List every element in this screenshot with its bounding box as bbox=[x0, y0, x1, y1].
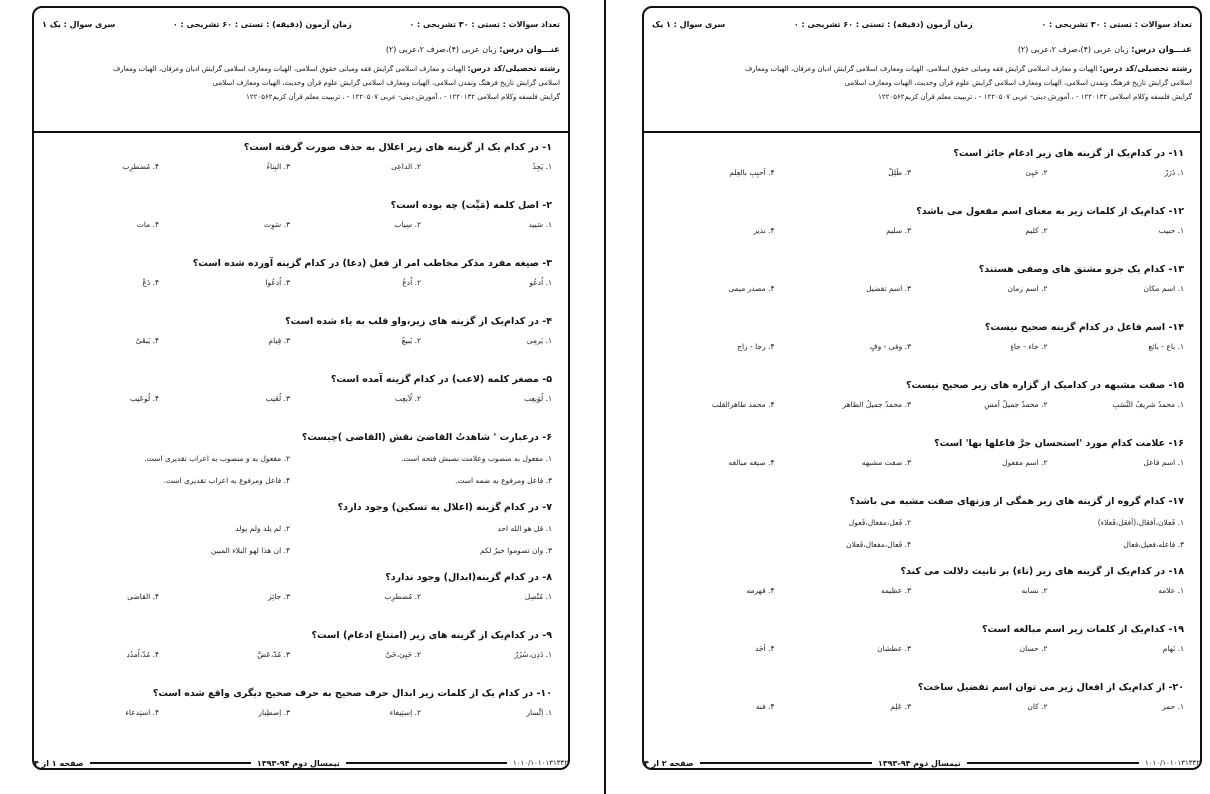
question-text: ۱۰- در کدام یک از کلمات زیر ابدال حرف صحیح به حرف صحیح دیگری واقع شده است؟ bbox=[152, 688, 552, 699]
option: ۳. عطشان bbox=[877, 644, 911, 653]
option: ۴. اَحَد bbox=[755, 644, 775, 653]
page-number: صفحه ۱ از ۴ bbox=[33, 758, 84, 768]
option: ۴. مات bbox=[136, 220, 159, 229]
field-of-study bbox=[644, 57, 1200, 104]
option: ۴. فَعال،مفعال،فَعلان bbox=[846, 540, 911, 549]
option: ۳. وفی - وفٍ bbox=[869, 342, 911, 351]
question-text: ۱۶- علامت کدام مورد 'استحسان جرَّ فاعلها بها' است؟ bbox=[934, 438, 1184, 449]
option: ۳. اُدعُوا bbox=[265, 278, 290, 287]
question-item bbox=[34, 428, 558, 492]
question-text: ۴- در کدام‌یک از گزینه های زیر،واو قلب به یاء شده است؟ bbox=[285, 316, 552, 327]
option: ۱. حمر bbox=[1162, 702, 1184, 711]
question-item bbox=[644, 678, 1190, 722]
field-value-line-3: گرایش فلسفه وکلام اسلامی ۱۲۲۰۱۳۲ - ، آموزش دینی- عربی ۱۲۲۰۵۰۷ - ، ترببیت معلم قرآن کریم۱۲۲۰۵۶۲ bbox=[246, 93, 560, 101]
question-item bbox=[644, 260, 1190, 318]
option: ۴. فاعل ومرفوع به اعراب تقدیری است. bbox=[163, 476, 290, 485]
option: ۲. جاء - جاءٍ bbox=[1010, 342, 1048, 351]
question-item bbox=[644, 202, 1190, 260]
field-value-line-1: الهیات و معارف اسلامی گرایش فقه ومبانی حقوق اسلامی، الهیات ومعارف اسلامی گرایش ادیان وعرفان، الهیات ومعارف bbox=[113, 65, 466, 73]
option: ۲. لُاَیعِب bbox=[394, 394, 421, 403]
question-text: ۱۸- در کدام‌یک از گزینه های زیر (تاء) بر تانیث دلالت می کند؟ bbox=[900, 566, 1184, 577]
question-item bbox=[34, 568, 558, 626]
option: ۴. محمد طاهرالقلب bbox=[711, 400, 775, 409]
question-text: ۹- در کدام‌یک از گزینه های زیر (امتناع ادغام) است؟ bbox=[311, 630, 552, 641]
option: ۴. فنه bbox=[755, 702, 775, 711]
option: ۳. محمدٌ جمیلُ الظاهر bbox=[842, 400, 911, 409]
question-item bbox=[34, 196, 558, 254]
option: ۳. جائِز bbox=[268, 592, 290, 601]
exam-time: زمان آزمون (دقیقه) : تستی : ۶۰ تشریحی : ۰ bbox=[172, 20, 352, 29]
question-item bbox=[644, 492, 1190, 556]
question-item bbox=[34, 138, 558, 196]
exam-page-2 bbox=[608, 0, 1210, 794]
option: ۳. صفت مشبهه bbox=[861, 458, 911, 467]
field-label: رشته تحصیلی/کد درس: bbox=[467, 64, 560, 73]
question-item bbox=[644, 434, 1190, 492]
question-text: ۲۰- از کدام‌یک از افعال زیر می توان اسم تفضیل ساخت؟ bbox=[917, 682, 1184, 693]
page-frame bbox=[32, 6, 570, 770]
option: ۲. سِیاب bbox=[394, 220, 421, 229]
footer-rule bbox=[90, 762, 251, 764]
option: ۱. دَدِن،سُرُرٌ bbox=[514, 650, 552, 659]
question-count: تعداد سوالات : تستی : ۳۰ تشریحی : ۰ bbox=[1041, 20, 1192, 29]
option: ۲. اِستِیفاء bbox=[389, 708, 421, 717]
page-frame bbox=[642, 6, 1202, 770]
question-item bbox=[644, 562, 1190, 620]
course-title-label: عنـــوان درس: bbox=[1131, 45, 1192, 55]
option: ۱. اسم مکان bbox=[1143, 284, 1184, 293]
option: ۳. سَوِت bbox=[263, 220, 290, 229]
option: ۳. لُعَیب bbox=[265, 394, 290, 403]
page-footer bbox=[34, 756, 568, 770]
question-list bbox=[644, 144, 1200, 722]
option: ۲. مُضطرِب bbox=[384, 592, 421, 601]
course-title-label: عنـــوان درس: bbox=[499, 45, 560, 55]
option: ۴. صیغه مبالغه bbox=[728, 458, 775, 467]
course-code: ۱۰۱۰/۱۰۱۰۱۳۱۳۴۲ bbox=[1145, 759, 1200, 767]
option: ۴. نذیر bbox=[753, 226, 775, 235]
question-list bbox=[34, 138, 568, 728]
field-label: رشته تحصیلی/کد درس: bbox=[1099, 64, 1192, 73]
course-title-value: زبان عربی (۴)،صرف ۲،عربی (۲) bbox=[1017, 45, 1129, 54]
option: ۲. لم یلد ولم یولد bbox=[235, 524, 290, 533]
option: ۲. حَیِیَ bbox=[1025, 168, 1048, 177]
option: ۲. کلیم bbox=[1025, 226, 1048, 235]
option: ۱. اِتِّسار bbox=[526, 708, 552, 717]
option: ۱. یَجِدُ bbox=[532, 162, 552, 171]
option: ۴. رجا - راج bbox=[737, 342, 775, 351]
field-value-line-2: اسلامی گرایش تاریخ فرهنگ وتمدن اسلامی، الهیات ومعارف اسلامی گرایش علوم قرآن وحدیث، الهیات ومعارف اسلامی bbox=[212, 79, 560, 87]
question-text: ۱۲- کدام‌یک از کلمات زیر به معنای اسم مفعول می باشد؟ bbox=[916, 206, 1184, 217]
option: ۴. دَعْ bbox=[142, 278, 159, 287]
question-text: ۲- اصل کلمه (مَیِّت) چه بوده است؟ bbox=[390, 200, 552, 211]
option: ۳. فاعل ومرفوع به ضمه است. bbox=[454, 476, 552, 485]
option: ۱. حبیب bbox=[1158, 226, 1184, 235]
field-value-line-2: اسلامی گرایش تاریخ فرهنگ وتمدن اسلامی، الهیات ومعارف اسلامی گرایش علوم قرآن وحدیث، الهیات ومعارف اسلامی bbox=[844, 79, 1192, 87]
field-value-line-1: الهیات و معارف اسلامی گرایش فقه ومبانی حقوق اسلامی، الهیات ومعارف اسلامی گرایش ادیان وعرفان، الهیات ومعارف bbox=[745, 65, 1098, 73]
option: ۲. اسم مفعول bbox=[1002, 458, 1048, 467]
semester: نیمسال دوم ۹۴-۱۳۹۳ bbox=[877, 758, 961, 768]
option: ۱. مُتّصِل bbox=[524, 592, 552, 601]
page-footer bbox=[644, 756, 1200, 770]
field-value-line-3: گرایش فلسفه وکلام اسلامی ۱۲۲۰۱۳۲ - ، آموزش دینی- عربی ۱۲۲۰۵۰۷ - ، ترببیت معلم قرآن کریم۱۲۲۰۵۶۲ bbox=[878, 93, 1192, 101]
question-text: ۱۱- در کدام‌یک از گزینه های زیر ادغام جائز است؟ bbox=[953, 148, 1184, 159]
option: ۳. مُدّ،عَضَّ bbox=[257, 650, 290, 659]
option: ۳. اسم تفضیل bbox=[866, 284, 911, 293]
question-text: ۳- صیغه مفرد مذکر مخاطب امر از فعل (دعا) در کدام گزینه آورده شده است؟ bbox=[192, 258, 552, 269]
question-series: سری سوال : یک ۱ bbox=[42, 20, 116, 29]
option: ۳. عَلِم bbox=[890, 702, 911, 711]
question-text: ۸- در کدام گزینه(ابدال) وجود ندارد؟ bbox=[385, 572, 552, 583]
question-item bbox=[34, 312, 558, 370]
option: ۴. ان هذا لهو البلاء المبین bbox=[210, 546, 290, 555]
option: ۴. مُضطرِب bbox=[122, 162, 159, 171]
page-number: صفحه ۲ از ۴ bbox=[643, 758, 694, 768]
course-code: ۱۰۱۰/۱۰۱۰۱۳۱۳۴۲ bbox=[513, 759, 568, 767]
option: ۴. قهرمه bbox=[746, 586, 775, 595]
option: ۳. ظَلِلْ bbox=[888, 168, 911, 177]
option: ۳. البِناءُ bbox=[266, 162, 290, 171]
semester: نیمسال دوم ۹۴-۱۳۹۳ bbox=[256, 758, 340, 768]
option: ۴. مُدّ،اُمدُد bbox=[126, 650, 159, 659]
course-title bbox=[644, 31, 1200, 57]
option: ۱. باع - بائع bbox=[1148, 342, 1184, 351]
question-text: ۷- در کدام گزینه (اعلال به تسکین) وجود دارد؟ bbox=[337, 502, 552, 513]
option: ۱. نَهام bbox=[1162, 644, 1184, 653]
option: ۳. اِصطِبار bbox=[258, 708, 290, 717]
footer-rule bbox=[346, 762, 507, 764]
question-count: تعداد سوالات : تستی : ۳۰ تشریحی : ۰ bbox=[409, 20, 560, 29]
option: ۲. یَبیعُ bbox=[401, 336, 421, 345]
exam-header bbox=[644, 8, 1200, 133]
option: ۱. محمدٌ شریفُ النَّسَبِ bbox=[1112, 400, 1184, 409]
question-item bbox=[34, 684, 558, 728]
option: ۴. القاضی bbox=[127, 592, 159, 601]
course-title bbox=[34, 31, 568, 57]
option: ۱. لُوَیعِب bbox=[523, 394, 552, 403]
option: ۱. فَعلان،اَفعَال،(اَفعَل،فَعلاء) bbox=[1097, 518, 1184, 527]
option: ۲. حَیِیَ،حَیَّ bbox=[385, 650, 421, 659]
exam-header bbox=[34, 8, 568, 133]
option: ۱. قل هو الله احد bbox=[497, 524, 552, 533]
question-text: ۱۷- کدام گروه از گزینه های زیر همگی از وزنهای صفت مشبه می باشد؟ bbox=[849, 496, 1184, 507]
question-item bbox=[34, 498, 558, 562]
question-text: ۶- درعبارت ' شاهدتُ القاضیَ نقش (القاضی )چیست؟ bbox=[301, 432, 552, 443]
question-item bbox=[644, 376, 1190, 434]
option: ۱. ذَرَرٌ bbox=[1164, 168, 1184, 177]
question-item bbox=[34, 370, 558, 428]
option: ۲. حسان bbox=[1019, 644, 1048, 653]
option: ۳. قِیام bbox=[268, 336, 290, 345]
footer-rule bbox=[700, 762, 872, 764]
option: ۱. مفعول به منصوب وعلامت نصبش فتحه است. bbox=[401, 454, 552, 463]
question-text: ۱۴- اسم فاعل در کدام گزینه صحیح نیست؟ bbox=[984, 322, 1184, 333]
course-title-value: زبان عربی (۴)،صرف ۲،عربی (۲) bbox=[385, 45, 497, 54]
option: ۲. اُدعُ bbox=[402, 278, 421, 287]
option: ۳. سلیم bbox=[886, 226, 911, 235]
option: ۱. سَیید bbox=[528, 220, 552, 229]
question-item bbox=[34, 254, 558, 312]
footer-rule bbox=[967, 762, 1139, 764]
field-of-study bbox=[34, 57, 568, 104]
option: ۲. اسم زمان bbox=[1007, 284, 1048, 293]
question-text: ۱- در کدام یک از گزینه های زیر اعلال به حذف صورت گرفته است؟ bbox=[243, 142, 552, 153]
question-text: ۱۵- صفت مشبهه در کدامیک از گزاره های زیر صحیح نیست؟ bbox=[906, 380, 1184, 391]
option: ۱. یَرمِی bbox=[526, 336, 552, 345]
question-text: ۱۹- کدام‌یک از کلمات زیر اسم مبالغه است؟ bbox=[981, 624, 1184, 635]
question-item bbox=[644, 144, 1190, 202]
option: ۲. کان bbox=[1027, 702, 1048, 711]
exam-time: زمان آزمون (دقیقه) : تستی : ۶۰ تشریحی : ۰ bbox=[793, 20, 973, 29]
option: ۴. مصدر میمی bbox=[728, 284, 775, 293]
option: ۱. اُدعُو bbox=[529, 278, 552, 287]
option: ۴. لُوعَیب bbox=[129, 394, 159, 403]
option: ۴. یَبقَیْ bbox=[135, 336, 159, 345]
question-item bbox=[34, 626, 558, 684]
option: ۲. مفعول به و منصوب به اعراب تقدیری است. bbox=[144, 454, 290, 463]
question-item bbox=[644, 620, 1190, 678]
option: ۳. فاعله،فعیل،فعال bbox=[1123, 540, 1184, 549]
option: ۱. علامه bbox=[1158, 586, 1184, 595]
question-text: ۱۳- کدام یک جزو مشتق های وصفی هستند؟ bbox=[978, 264, 1184, 275]
question-series: سری سوال : ۱ یک bbox=[652, 20, 726, 29]
option: ۲. الداعِی bbox=[391, 162, 421, 171]
option: ۳. وان تصوموا خیرٌ لکم bbox=[479, 546, 552, 555]
option: ۱. اسم فاعل bbox=[1143, 458, 1184, 467]
option: ۲. نسابه bbox=[1021, 586, 1048, 595]
question-text: ۵- مصغر کلمه (لاعب) در کدام گزینه آمده است؟ bbox=[330, 374, 552, 385]
option: ۴. اَحبِبِ بالعِلم bbox=[729, 168, 775, 177]
option: ۲. فَعل،مفعال،فَعول bbox=[848, 518, 911, 527]
option: ۲. محمدٌ جمیلٌ اَمسِ bbox=[984, 400, 1048, 409]
option: ۳. عظیمه bbox=[880, 586, 911, 595]
question-item bbox=[644, 318, 1190, 376]
option: ۴. استِدعاء bbox=[125, 708, 159, 717]
